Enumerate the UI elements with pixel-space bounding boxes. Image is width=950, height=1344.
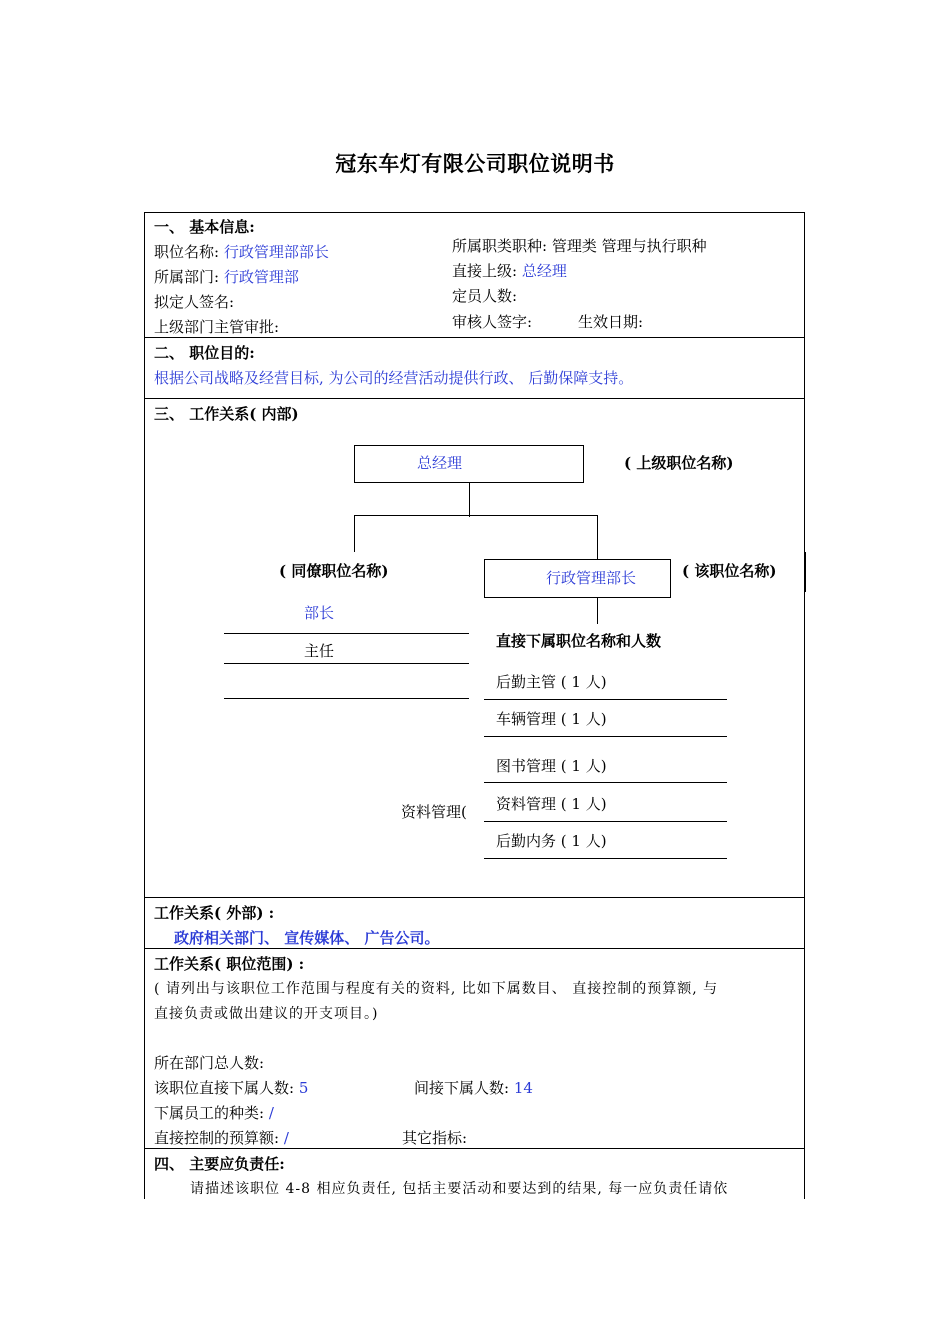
subordinate-item — [496, 755, 607, 776]
dept-total-label: 所在部门总人数: — [154, 1054, 265, 1072]
superior-box — [354, 445, 584, 483]
peer-underline — [224, 663, 469, 664]
subordinate-name: 资料管理 — [496, 795, 557, 813]
row-divider — [144, 398, 805, 399]
subordinate-item — [496, 671, 607, 692]
subordinate-name: 车辆管理 — [496, 710, 557, 728]
peer-item: 部长 — [304, 604, 335, 622]
org-connector — [597, 598, 598, 624]
responsibilities-text: 请描述该职位 4-8 相应负责任, 包括主要活动和要达到的结果, 每一应负责任请依 — [190, 1181, 729, 1197]
scope-heading: 工作关系( 职位范围) : — [154, 955, 305, 973]
subordinate-item — [496, 708, 607, 729]
indirect-sub-row — [414, 1077, 533, 1098]
subordinate-name: 后勤内务 — [496, 832, 557, 850]
subordinate-count: ( 1 人) — [560, 710, 607, 728]
direct-superior-value: 总经理 — [521, 262, 567, 280]
section-basic-info-heading: 一、 基本信息: — [154, 218, 255, 236]
external-relations-text: 政府相关部门、 宣传媒体、 广告公司。 — [174, 929, 440, 947]
subordinate-item — [496, 830, 607, 851]
sub-types-label: 下属员工的种类: — [154, 1104, 265, 1122]
direct-sub-value: 5 — [298, 1079, 309, 1097]
purpose-text: 根据公司战略及经营目标, 为公司的经营活动提供行政、 后勤保障支持。 — [154, 369, 634, 387]
subordinate-underline — [484, 858, 727, 859]
org-connector — [597, 515, 598, 559]
subordinate-underline — [484, 821, 727, 822]
row-divider — [144, 1148, 805, 1149]
subordinate-underline — [484, 736, 727, 737]
row-divider — [144, 897, 805, 898]
peer-underline — [224, 698, 469, 699]
superior-box-label: 总经理 — [417, 454, 463, 472]
sub-types-row — [154, 1102, 274, 1123]
indirect-sub-value: 14 — [513, 1079, 533, 1097]
subordinate-underline — [484, 699, 727, 700]
sub-types-value: / — [268, 1104, 274, 1122]
drafter-label: 拟定人签名: — [154, 293, 235, 311]
effective-date-label: 生效日期: — [578, 313, 644, 331]
peer-item: 主任 — [304, 642, 335, 660]
department-row — [154, 266, 299, 287]
budget-value: / — [283, 1129, 289, 1147]
peer-caption: ( 同僚职位名称) — [279, 562, 389, 580]
direct-superior-row — [452, 260, 567, 281]
stray-label: 资料管理( — [401, 803, 467, 821]
direct-sub-label: 该职位直接下属人数: — [154, 1079, 295, 1097]
budget-label: 直接控制的预算额: — [154, 1129, 280, 1147]
other-label: 其它指标: — [402, 1129, 468, 1147]
row-divider — [144, 337, 805, 338]
position-name-row — [154, 241, 329, 262]
subordinate-name: 后勤主管 — [496, 673, 557, 691]
row-divider — [144, 948, 805, 949]
section-purpose-heading: 二、 职位目的: — [154, 344, 255, 362]
indirect-sub-label: 间接下属人数: — [414, 1079, 510, 1097]
job-category-label: 所属职类职种: — [452, 237, 548, 255]
job-category-value: 管理类 管理与执行职种 — [551, 237, 707, 255]
subordinate-underline — [484, 782, 727, 783]
position-name-label: 职位名称: — [154, 243, 220, 261]
subordinate-count: ( 1 人) — [560, 832, 607, 850]
department-value: 行政管理部 — [223, 268, 299, 286]
subordinate-name: 图书管理 — [496, 757, 557, 775]
org-connector — [354, 515, 355, 552]
position-name-value: 行政管理部部长 — [223, 243, 329, 261]
external-relations-heading: 工作关系( 外部) : — [154, 904, 275, 922]
reviewer-label: 审核人签字: — [452, 313, 533, 331]
page-edge-mark — [805, 552, 806, 592]
section-responsibilities-heading: 四、 主要应负责任: — [154, 1155, 285, 1173]
job-category-row — [452, 235, 707, 256]
self-caption: ( 该职位名称) — [682, 562, 777, 580]
org-connector — [469, 483, 470, 517]
headcount-label: 定员人数: — [452, 287, 518, 305]
peer-underline — [224, 633, 469, 634]
subordinate-count: ( 1 人) — [560, 757, 607, 775]
page-title: 冠东车灯有限公司职位说明书 — [335, 152, 615, 176]
department-label: 所属部门: — [154, 268, 220, 286]
subordinate-count: ( 1 人) — [560, 795, 607, 813]
org-connector — [354, 515, 597, 516]
superior-caption: ( 上级职位名称) — [624, 454, 734, 472]
scope-desc-line2: 直接负责或做出建议的开支项目。) — [154, 1006, 379, 1022]
direct-sub-row — [154, 1077, 308, 1098]
subordinate-count: ( 1 人) — [560, 673, 607, 691]
supervisor-approval-label: 上级部门主管审批: — [154, 318, 280, 336]
self-position-box-label: 行政管理部长 — [546, 569, 637, 587]
subordinate-item — [496, 793, 607, 814]
direct-superior-label: 直接上级: — [452, 262, 518, 280]
subordinates-heading: 直接下属职位名称和人数 — [496, 632, 662, 650]
scope-desc-line1: ( 请列出与该职位工作范围与程度有关的资料, 比如下属数目、 直接控制的预算额, 与 — [154, 981, 719, 997]
budget-row — [154, 1127, 289, 1148]
section-internal-relations-heading: 三、 工作关系( 内部) — [154, 405, 299, 423]
